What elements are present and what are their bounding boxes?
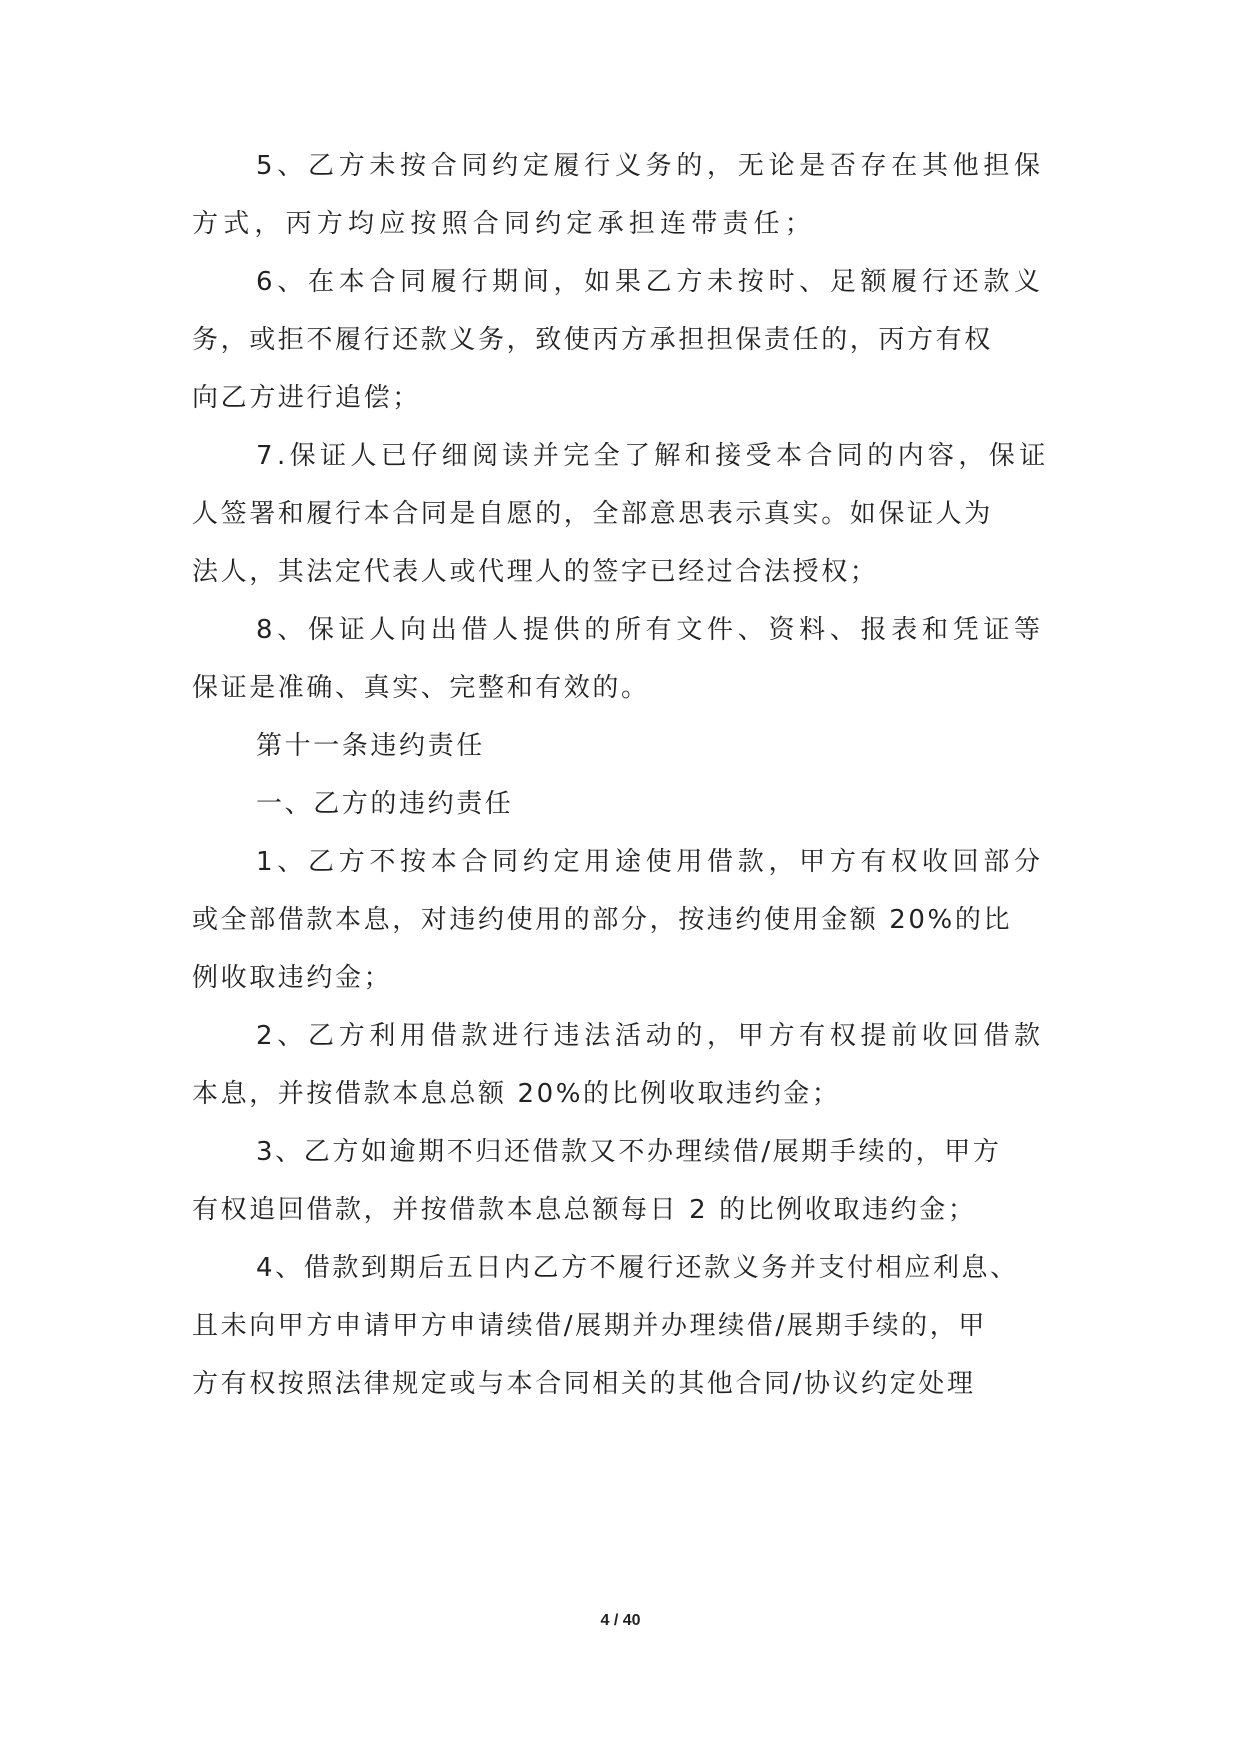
- item-1-line-2: 或全部借款本息，对违约使用的部分，按违约使用金额 20%的比: [192, 905, 1013, 935]
- paragraph-line: [0, 1306, 1241, 1346]
- item-3-line-1: 3、乙方如逾期不归还借款又不办理续借/展期手续的，甲方: [256, 1137, 1002, 1167]
- paragraph-5-line-2: 方式，丙方均应按照合同约定承担连带责任；: [192, 209, 817, 239]
- paragraph-5-line-1: 5、乙方未按合同约定履行义务的，无论是否存在其他担保: [256, 151, 1045, 181]
- paragraph-line: [0, 1016, 1241, 1056]
- item-4-line-1: 4、借款到期后五日内乙方不履行还款义务并支付相应利息、: [256, 1253, 1019, 1283]
- article-11-heading: 第十一条违约责任: [256, 731, 485, 761]
- paragraph-6-line-3: 向乙方进行追偿；: [192, 383, 421, 413]
- paragraph-line: [0, 610, 1241, 650]
- paragraph-line: [0, 320, 1241, 360]
- paragraph-line: [0, 842, 1241, 882]
- item-1-line-3: 例收取违约金；: [192, 963, 393, 993]
- page-number: 4 / 40: [600, 1612, 641, 1629]
- item-1-line-1: 1、乙方不按本合同约定用途使用借款，甲方有权收回部分: [256, 847, 1045, 877]
- paragraph-line: [0, 146, 1241, 186]
- paragraph-line: [0, 262, 1241, 302]
- paragraph-line: [0, 552, 1241, 592]
- paragraph-8-line-2: 保证是准确、真实、完整和有效的。: [192, 673, 650, 703]
- paragraph-line: [0, 204, 1241, 244]
- paragraph-8-line-1: 8、保证人向出借人提供的所有文件、资料、报表和凭证等: [256, 615, 1045, 645]
- paragraph-line: [0, 784, 1241, 824]
- paragraph-line: [0, 726, 1241, 766]
- item-2-line-2: 本息，并按借款本息总额 20%的比例收取违约金；: [192, 1079, 841, 1109]
- paragraph-line: [0, 1364, 1241, 1404]
- paragraph-line: [0, 1074, 1241, 1114]
- paragraph-line: [0, 1248, 1241, 1288]
- paragraph-line: [0, 436, 1241, 476]
- item-4-line-3: 方有权按照法律规定或与本合同相关的其他合同/协议约定处理: [192, 1369, 976, 1399]
- paragraph-7-line-1: 7.保证人已仔细阅读并完全了解和接受本合同的内容，保证: [256, 441, 1050, 471]
- paragraph-line: [0, 668, 1241, 708]
- paragraph-7-line-2: 人签署和履行本合同是自愿的，全部意思表示真实。如保证人为: [192, 499, 993, 529]
- paragraph-6-line-1: 6、在本合同履行期间，如果乙方未按时、足额履行还款义: [256, 267, 1045, 297]
- paragraph-6-line-2: 务，或拒不履行还款义务，致使丙方承担担保责任的，丙方有权: [192, 325, 993, 355]
- paragraph-line: [0, 900, 1241, 940]
- paragraph-line: [0, 1132, 1241, 1172]
- paragraph-line: [0, 494, 1241, 534]
- paragraph-line: [0, 1190, 1241, 1230]
- item-4-line-2: 且未向甲方申请甲方申请续借/展期并办理续借/展期手续的，甲: [192, 1311, 987, 1341]
- paragraph-line: [0, 958, 1241, 998]
- section-1-heading: 一、乙方的违约责任: [256, 789, 514, 819]
- paragraph-7-line-3: 法人，其法定代表人或代理人的签字已经过合法授权；: [192, 557, 879, 587]
- item-2-line-1: 2、乙方利用借款进行违法活动的，甲方有权提前收回借款: [256, 1021, 1045, 1051]
- paragraph-line: [0, 378, 1241, 418]
- item-3-line-2: 有权追回借款，并按借款本息总额每日 2 的比例收取违约金；: [192, 1195, 977, 1225]
